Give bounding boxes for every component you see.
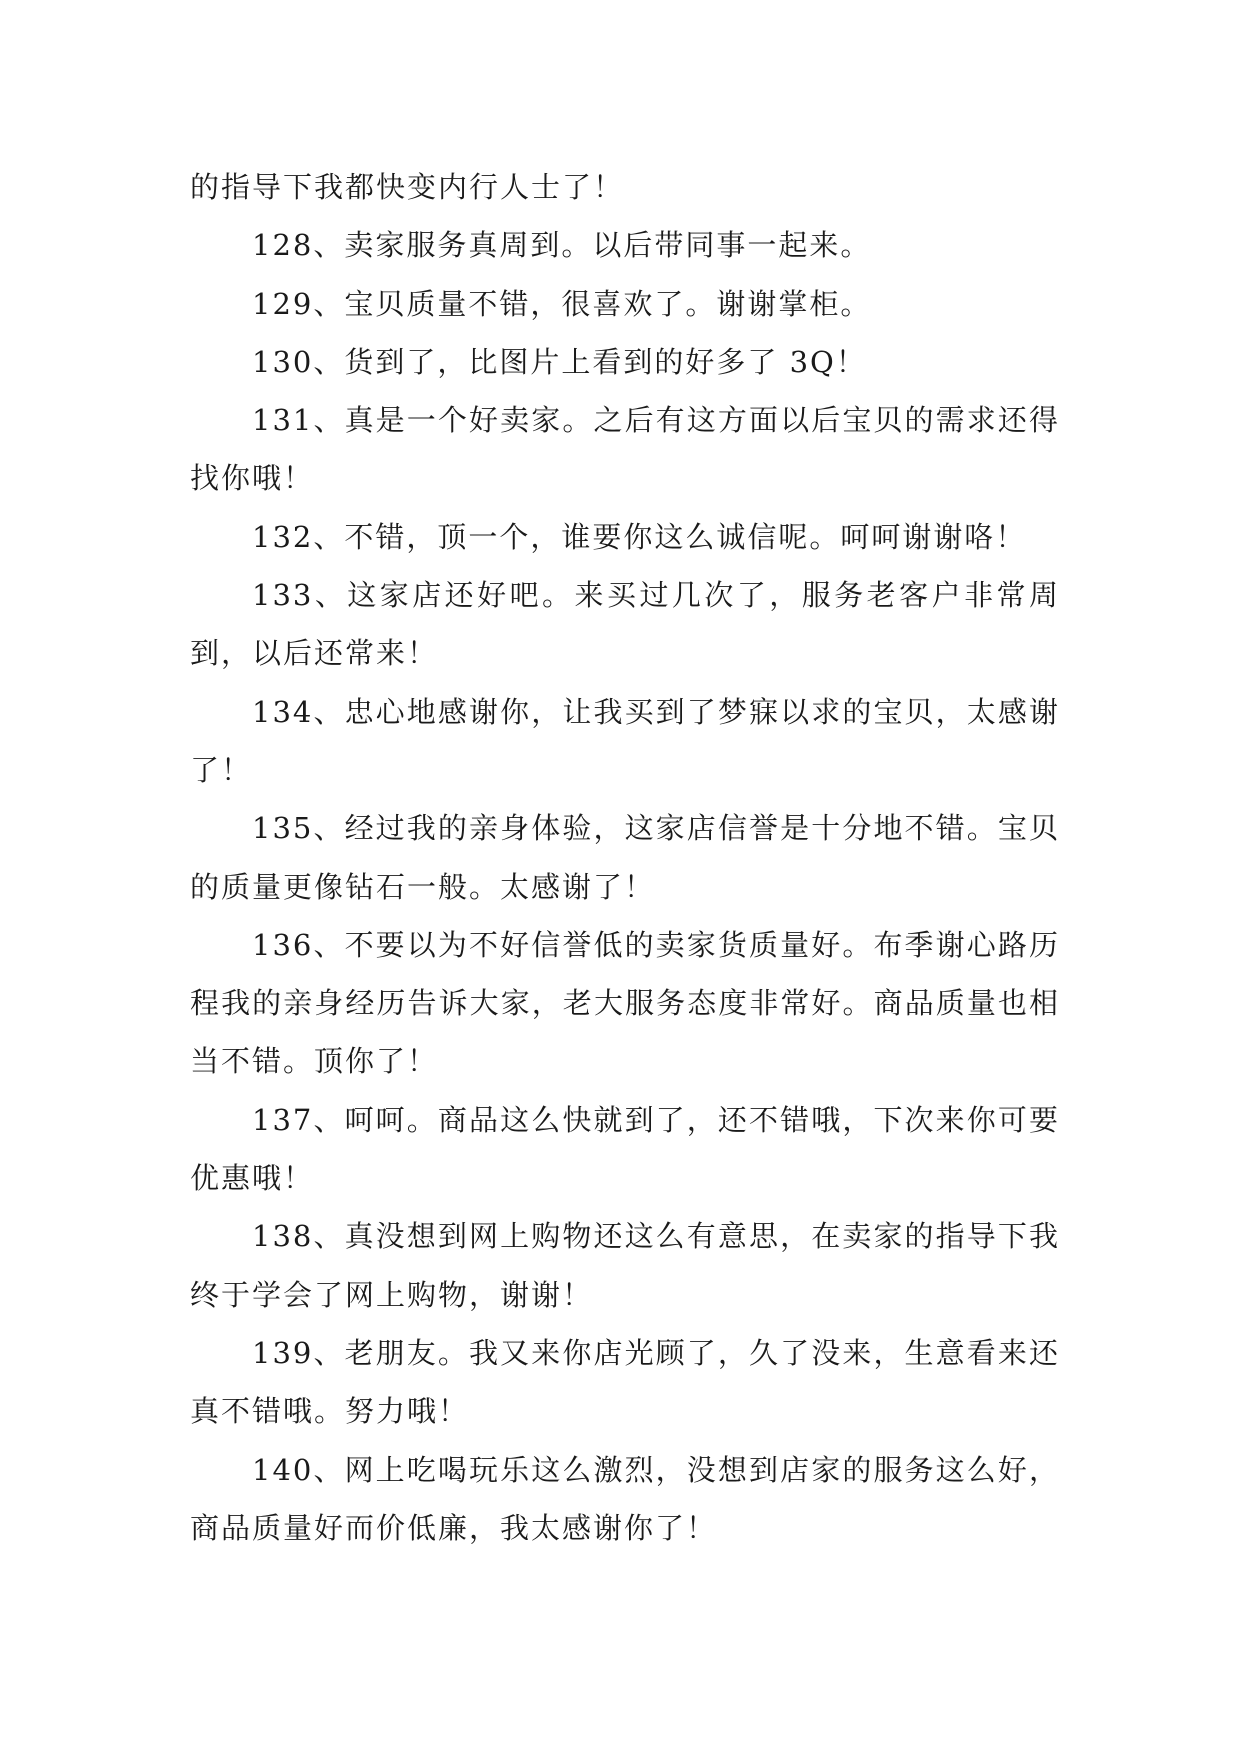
paragraph-134: 134、忠心地感谢你，让我买到了梦寐以求的宝贝，太感谢了！ (190, 694, 1060, 787)
paragraph-135: 135、经过我的亲身体验，这家店信誉是十分地不错。宝贝的质量更像钻石一般。太感谢了！ (190, 811, 1060, 904)
paragraph-137: 137、呵呵。商品这么快就到了，还不错哦，下次来你可要优惠哦！ (190, 1102, 1060, 1196)
paragraph-continuation: 的指导下我都快变内行人士了！ (190, 170, 625, 204)
paragraph-131: 131、真是一个好卖家。之后有这方面以后宝贝的需求还得找你哦！ (190, 403, 1060, 496)
paragraph-133: 133、这家店还好吧。来买过几次了，服务老客户非常周到，以后还常来！ (190, 578, 1060, 671)
paragraph-140: 140、网上吃喝玩乐这么激烈，没想到店家的服务这么好，商品质量好而价低廉，我太感谢你了！ (190, 1452, 1060, 1545)
paragraph-130: 130、货到了，比图片上看到的好多了 3Q！ (252, 344, 867, 379)
paragraph-138: 138、真没想到网上购物还这么有意思，在卖家的指导下我终于学会了网上购物，谢谢！ (190, 1219, 1060, 1312)
paragraph-139: 139、老朋友。我又来你店光顾了，久了没来，生意看来还真不错哦。努力哦！ (190, 1335, 1060, 1429)
paragraph-132: 132、不错，顶一个，谁要你这么诚信呢。呵呵谢谢咯！ (252, 519, 1027, 554)
paragraph-128: 128、卖家服务真周到。以后带同事一起来。 (252, 228, 872, 263)
paragraph-129: 129、宝贝质量不错，很喜欢了。谢谢掌柜。 (252, 286, 872, 321)
document-body (190, 158, 1060, 1557)
paragraph-136: 136、不要以为不好信誉低的卖家货质量好。布季谢心路历程我的亲身经历告诉大家，老大服务态度非常好。商品质量也相当不错。顶你了！ (190, 927, 1060, 1079)
